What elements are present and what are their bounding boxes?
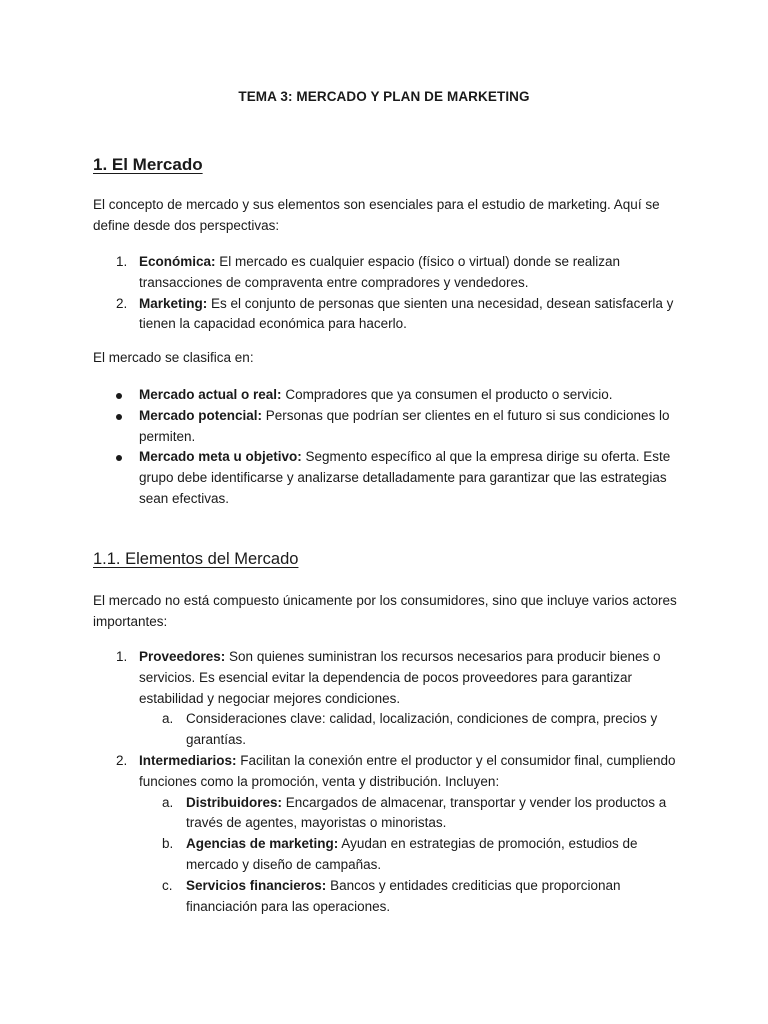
list-marker: 2. [116,295,128,311]
bullet-icon [116,393,122,399]
sub-list-item [0,709,676,751]
term-description: Personas que podrían ser clientes en el futuro si sus condiciones lo permiten. [139,407,670,444]
term-description: Bancos y entidades crediticias que proporcionan financiación para las operaciones. [186,877,621,914]
term: Económica: [139,254,216,269]
term-description: Son quienes suministran los recursos necesarios para producir bienes o servicios. Es esencial evitar la dependencia de pocos proveedores para garantizar estabilidad y negociar mejores condiciones. [139,649,661,706]
list-item [0,447,679,509]
term: Mercado potencial: [139,407,263,423]
sub-list-item [0,876,676,918]
bullet-icon [116,455,122,461]
term: Servicios financieros: [186,877,327,893]
list-item [0,751,679,793]
term: Mercado meta u objetivo: [139,449,302,465]
sub-list-item [0,793,676,835]
section1-intro: El concepto de mercado y sus elementos son esenciales para el estudio de marketing. Aquí se define desde dos perspectivas: [93,197,660,233]
list-item [0,385,679,406]
term-description: Segmento específico al que la empresa dirige su oferta. Este grupo debe identificarse y analizarse detalladamente para garantizar que las estrategias sean efectivas. [139,449,671,506]
list-marker: 1. [116,649,128,664]
list-marker: 2. [116,752,128,768]
term: Proveedores: [139,649,226,664]
term-description: El mercado es cualquier espacio (físico o virtual) donde se realizan transacciones de compraventa entre compradores y vendedores. [139,254,620,290]
term: Distribuidores: [186,794,283,810]
section-heading-el-mercado: 1. El Mercado [93,155,203,174]
term: Mercado actual o real: [139,387,282,402]
list-item [0,252,679,294]
list-marker: a. [162,794,174,810]
term: Agencias de marketing: [186,836,339,852]
classify-intro: El mercado se clasifica en: [93,350,254,365]
term-description: Facilitan la conexión entre el productor y el consumidor final, cumpliendo funciones como la promoción, venta y distribución. Incluyen: [139,752,676,789]
list-marker: c. [162,877,173,893]
term-description: Encargados de almacenar, transportar y vender los productos a través de agentes, mayoristas o minoristas. [186,794,667,831]
term-description: Ayudan en estrategias de promoción, estudios de mercado y diseño de campañas. [186,836,638,872]
section11-intro: El mercado no está compuesto únicamente por los consumidores, sino que incluye varios actores importantes: [93,593,677,629]
market-elements-list [0,647,768,917]
term-description: Consideraciones clave: calidad, localización, condiciones de compra, precios y garantías. [186,711,658,748]
list-marker: b. [162,836,174,852]
section-heading-elementos-del-mercado: 1.1. Elementos del Mercado [93,550,299,568]
list-item [0,647,679,709]
list-marker: a. [162,711,174,727]
list-item [0,294,679,336]
list-item [0,406,679,448]
term: Intermediarios: [139,752,237,768]
list-marker: 1. [116,254,128,269]
bullet-icon [116,414,122,420]
market-types-list [0,385,768,510]
perspectives-list [0,252,768,335]
term-description: Compradores que ya consumen el producto o servicio. [281,387,613,402]
document-title: TEMA 3: MERCADO Y PLAN DE MARKETING [238,89,530,104]
term: Marketing: [139,295,208,311]
term-description: Es el conjunto de personas que sienten una necesidad, desean satisfacerla y tienen la capacidad económica para hacerlo. [139,295,674,332]
sub-list-item [0,834,676,876]
